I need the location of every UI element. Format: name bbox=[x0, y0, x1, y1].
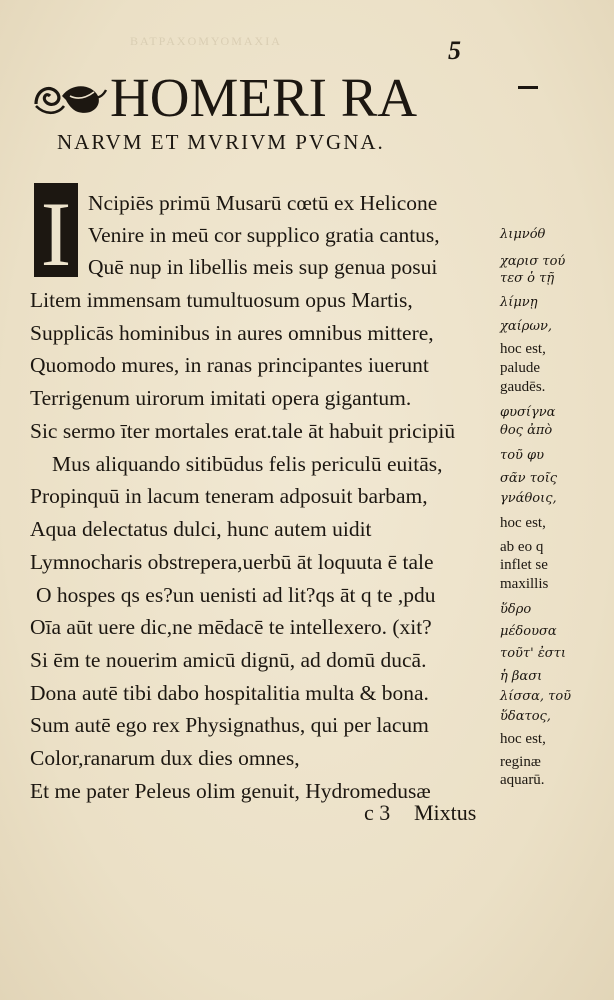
text-line: Aqua delectatus dulci, hunc autem uidit bbox=[30, 517, 372, 541]
text-line: Quomodo mures, in ranas principantes iuerunt bbox=[30, 353, 429, 377]
text-line: Oīa aūt uere dic,ne mēdacē te intellexero. (xit? bbox=[30, 615, 432, 639]
margin-gloss-line: λιμνόθ bbox=[500, 227, 546, 242]
text-line: Litem immensam tumultuosum opus Martis, bbox=[30, 288, 413, 312]
margin-gloss-line: gaudēs. bbox=[500, 379, 546, 395]
margin-gloss-line: ἡ βασι bbox=[500, 669, 543, 684]
bleed-through-text: ΒΑΤΡΑΧΟΜΥΟΜΑΧΙΑ bbox=[130, 34, 282, 48]
text-line: Terrigenum uirorum imitati opera gigantum. bbox=[30, 386, 412, 410]
text-line: Venire in meū cor supplico gratia cantus, bbox=[88, 223, 440, 247]
page-subtitle: NARVM ET MVRIVM PVGNA. bbox=[57, 130, 385, 154]
margin-gloss-line: τοῦ φυ bbox=[500, 448, 545, 463]
text-line: Lymnocharis obstrepera,uerbū āt loquuta ē tale bbox=[30, 550, 434, 574]
margin-gloss-line: λίσσα, τοῦ bbox=[500, 689, 572, 704]
title-row bbox=[30, 66, 590, 130]
text-line: Quē nup in libellis meis sup genua posui bbox=[88, 255, 438, 279]
margin-gloss-line: σᾶν τοῖς bbox=[500, 471, 558, 486]
margin-gloss-line: ὕδρο bbox=[500, 602, 532, 617]
catchword: Mixtus bbox=[414, 800, 477, 825]
text-line: Color,ranarum dux dies omnes, bbox=[30, 746, 300, 770]
margin-gloss-line: θος ἀπὸ bbox=[500, 423, 553, 438]
margin-gloss-line: φυσίγνα bbox=[500, 405, 556, 420]
margin-gloss-line: τοῦτ' ἐστι bbox=[500, 646, 566, 661]
margin-gloss-line: γνάθοις, bbox=[500, 491, 557, 506]
margin-gloss-line: aquarū. bbox=[500, 772, 545, 788]
margin-gloss-line: maxillis bbox=[500, 576, 549, 592]
margin-gloss-line: hoc est, bbox=[500, 731, 546, 747]
dropcap-glyph: I bbox=[40, 183, 72, 277]
margin-gloss-line: χαρισ τού bbox=[500, 254, 566, 269]
dropcap-letter bbox=[34, 183, 80, 277]
signature-mark: c 3 bbox=[364, 800, 391, 825]
text-line: O hospes qs es?un uenisti ad lit?qs āt q te ,pdu bbox=[36, 583, 436, 607]
text-line: Et me pater Peleus olim genuit, Hydromedusæ bbox=[30, 779, 431, 803]
margin-gloss-line: λίμνῃ bbox=[500, 295, 538, 310]
margin-gloss-line: ὕδατος, bbox=[500, 709, 551, 724]
text-line: Propinquū in lacum teneram adposuit barbam, bbox=[30, 484, 428, 508]
margin-gloss-line: palude bbox=[500, 360, 540, 376]
margin-gloss-line: ab eo q bbox=[500, 539, 544, 555]
margin-gloss-line: hoc est, bbox=[500, 515, 546, 531]
page-title: HOMERI RA bbox=[110, 67, 418, 128]
text-line: Ncipiēs primū Musarū cœtū ex Helicone bbox=[88, 191, 438, 215]
text-line: Mus aliquando sitibūdus felis periculū euitās, bbox=[52, 452, 443, 476]
margin-gloss-line: μέδουσα bbox=[500, 624, 557, 639]
text-line: Sic sermo īter mortales erat.tale āt habuit pricipiū bbox=[30, 419, 456, 443]
text-line: Supplicās hominibus in aures omnibus mittere, bbox=[30, 321, 434, 345]
margin-gloss-line: χαίρων, bbox=[500, 319, 553, 334]
margin-gloss-line: inflet se bbox=[500, 557, 548, 573]
fleuron-ornament-icon bbox=[32, 76, 108, 122]
text-line: Sum autē ego rex Physignathus, qui per lacum bbox=[30, 713, 429, 737]
text-line: Dona autē tibi dabo hospitalitia multa & bona. bbox=[30, 681, 429, 705]
margin-gloss-line: hoc est, bbox=[500, 341, 546, 357]
folio-number: 5 bbox=[448, 36, 461, 65]
title-hyphen bbox=[518, 86, 538, 89]
text-line: Si ēm te nouerim amicū dignū, ad domū ducā. bbox=[30, 648, 427, 672]
margin-gloss-line: τεσ ὁ τῇ bbox=[500, 271, 555, 286]
margin-gloss-line: reginæ bbox=[500, 754, 541, 770]
